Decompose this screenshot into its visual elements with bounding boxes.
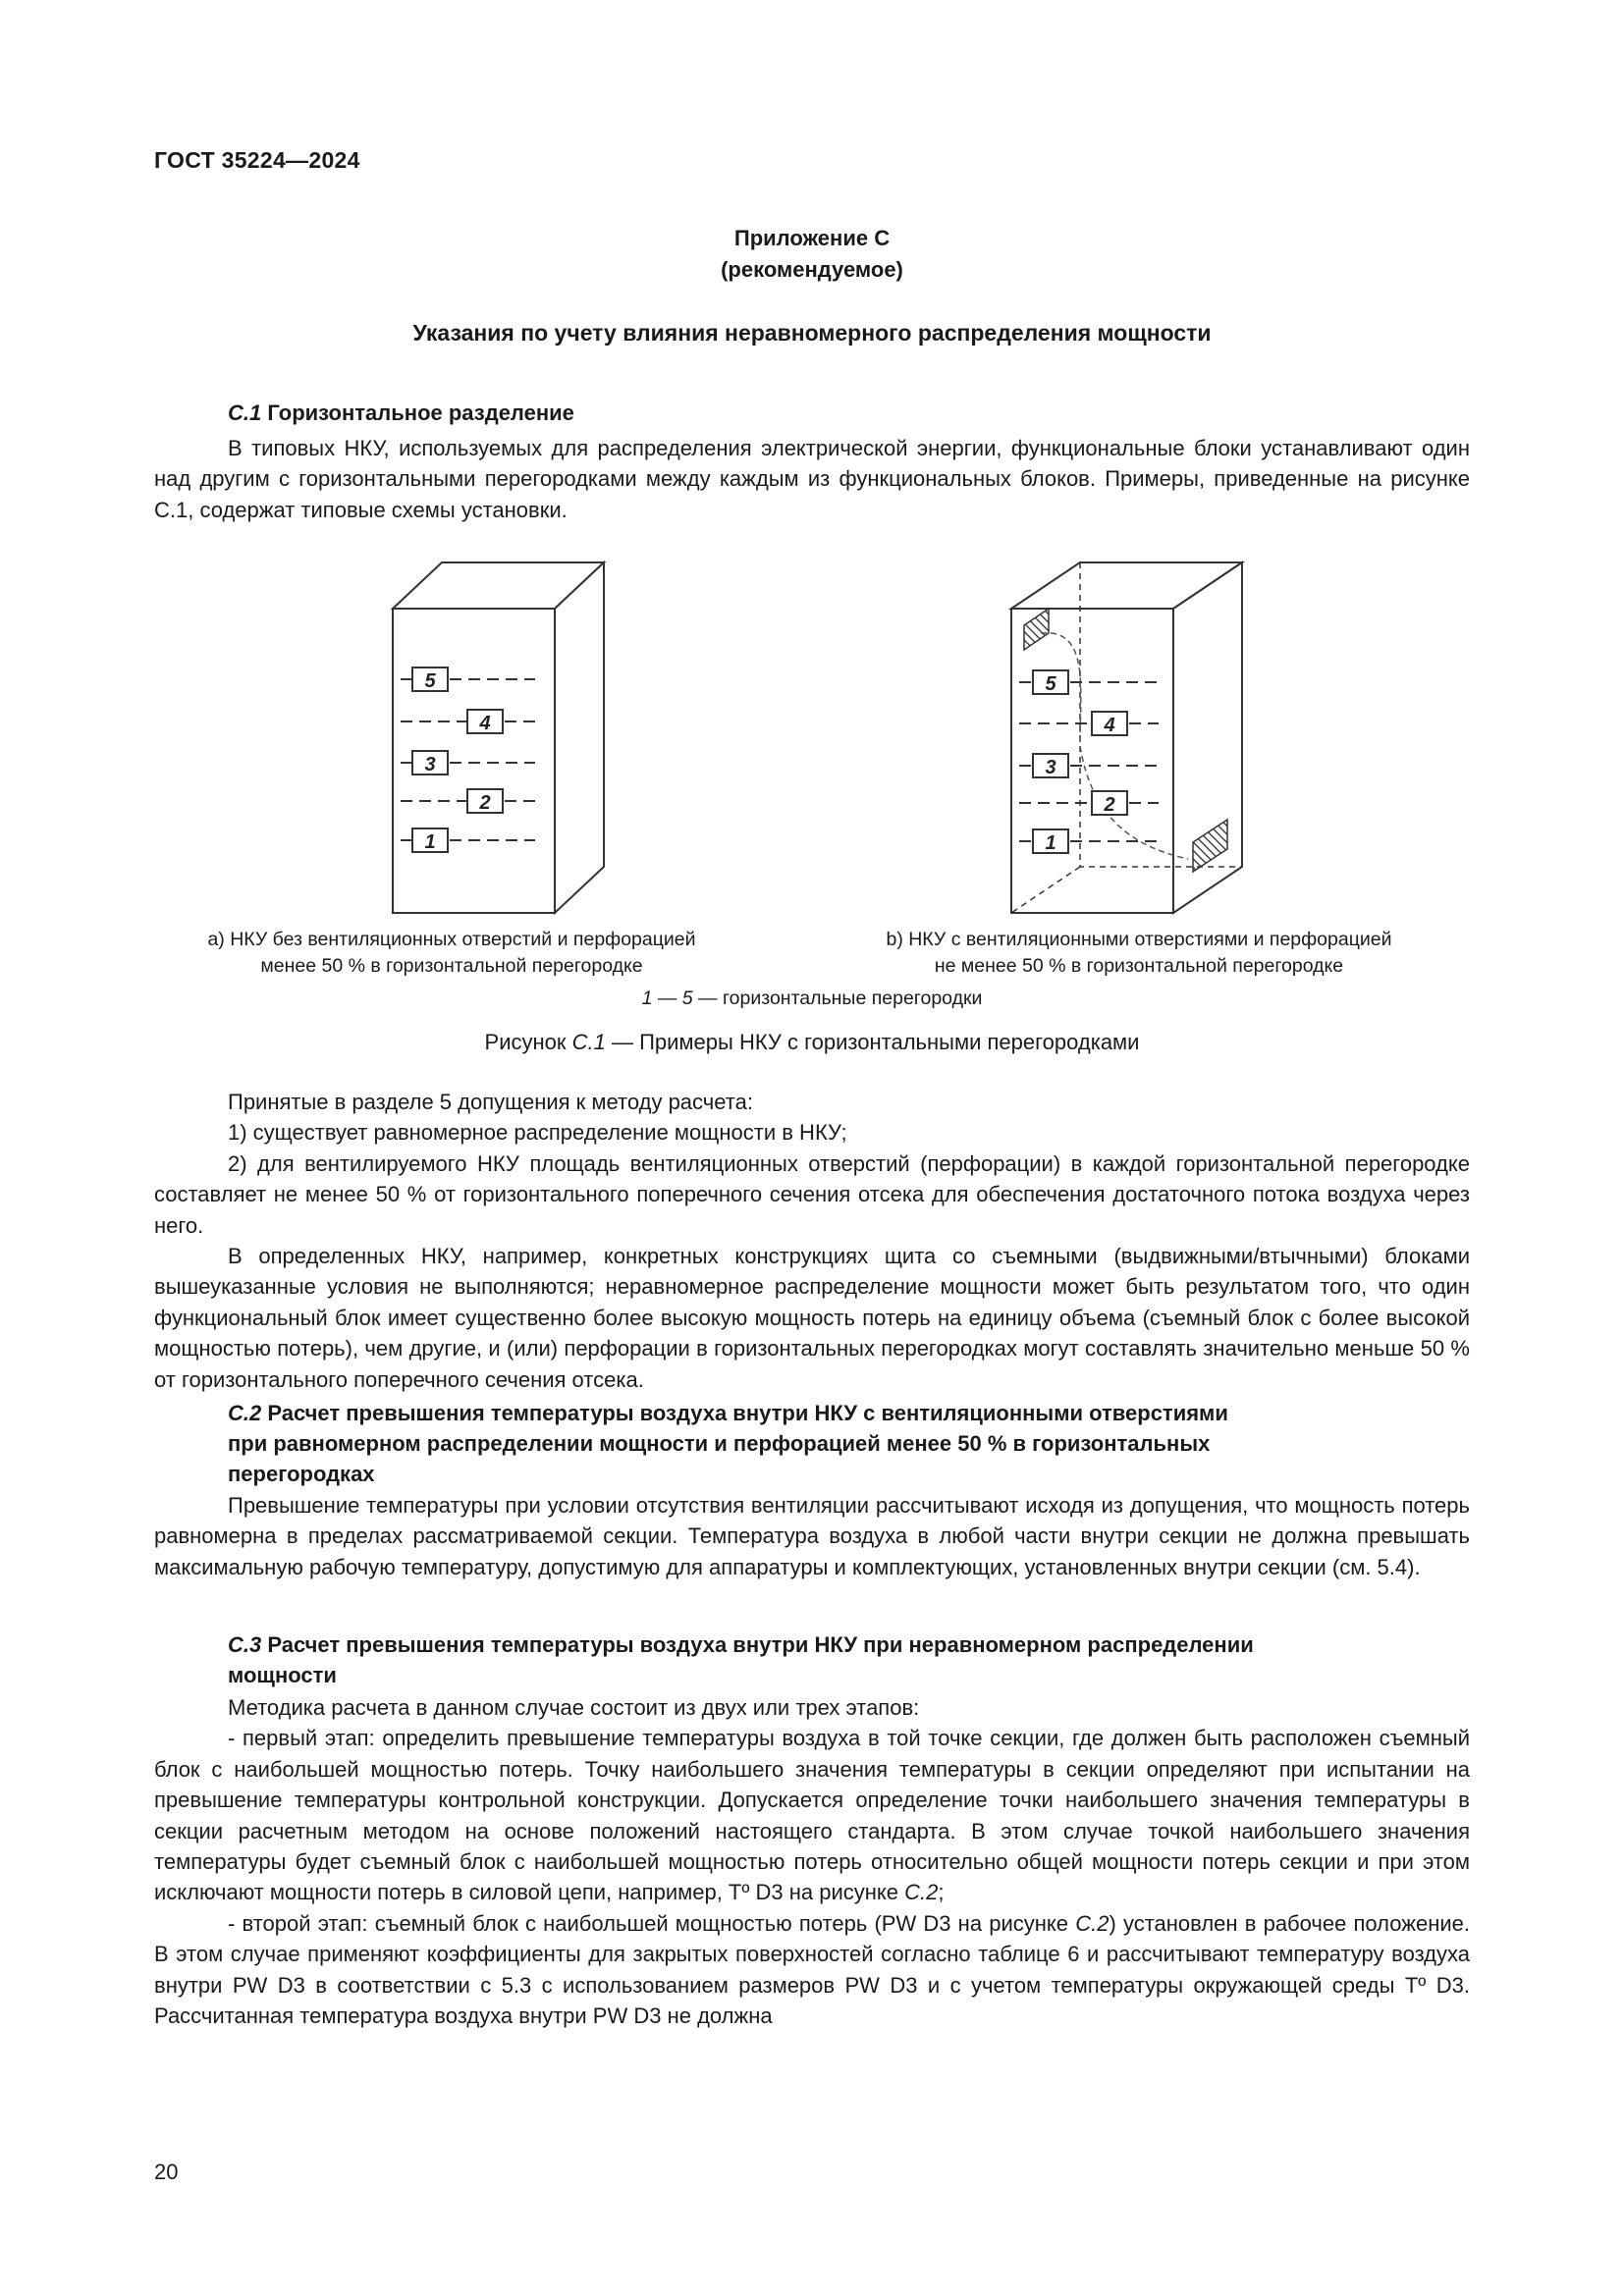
paragraph: В определенных НКУ, например, конкретных конструкциях щита со съемными (выдвижными/втычными) блоками вышеуказанные условия не выполняются; неравномерное распределение мощности может быть результатом того, что один функциональный блок имеет существенно более высокую мощность потерь на единицу объема (съемный блок с более высокой мощностью потерь), чем другие, и (или) перфорации в горизонтальных перегородках могут составлять значительно меньше 50 % от горизонтального поперечного сечения отсека. (154, 1244, 1470, 1392)
section-title-line: мощности (228, 1663, 337, 1687)
section-title: Горизонтальное разделение (267, 400, 574, 425)
section-c2-body (154, 1490, 1470, 1582)
assumptions-block (154, 1087, 1470, 1395)
partition-label-4: 4 (479, 713, 491, 734)
figure-c1-drawing (154, 550, 1470, 942)
partition-label-3: 3 (424, 754, 436, 775)
cabinet-a (393, 562, 604, 913)
annex-heading: Указания по учету влияния неравномерного распределения мощности (412, 320, 1212, 346)
caption-b-line: не менее 50 % в горизонтальной перегородке (934, 955, 1344, 977)
list-item: 1) существует равномерное распределение мощности в НКУ; (228, 1120, 847, 1146)
caption-a (187, 927, 717, 980)
figure-ref: С.2 (904, 1880, 939, 1905)
list-item (154, 1723, 1470, 1907)
partition-label-3: 3 (1045, 757, 1056, 778)
caption-b (844, 927, 1434, 980)
paragraph: Принятые в разделе 5 допущения к методу расчета: (228, 1090, 753, 1114)
section-number: С.1 (228, 400, 262, 425)
list-item (154, 1908, 1470, 2032)
annex-title: Приложение C (733, 226, 891, 250)
text: - второй этап: съемный блок с наибольшей мощностью потерь (PW D3 на рисунке (228, 1910, 1076, 1936)
paragraph: Методика расчета в данном случае состоит из двух или трех этапов: (228, 1695, 920, 1720)
section-title-line: перегородках (228, 1462, 375, 1486)
page-number: 20 (154, 2160, 179, 2184)
section-title-line: Расчет превышения температуры воздуха внутри НКУ при неравномерном распределении (267, 1632, 1254, 1657)
partition-label-1: 1 (424, 831, 436, 853)
section-number: С.3 (228, 1632, 262, 1657)
legend-text: — горизонтальные перегородки (692, 988, 983, 1009)
partition-label-2: 2 (1104, 794, 1115, 816)
paragraph: Превышение температуры при условии отсутствия вентиляции рассчитывают исходя из допущения, что мощность потерь равномерна в пределах рассматриваемой секции. Температура воздуха в любой части внутри секции не должна превышать максимальную рабочую температуру, допустимую для аппаратуры и комплектующих, установленных внутри секции (см. 5.4). (154, 1493, 1470, 1579)
legend-range: 1 — 5 (641, 988, 693, 1009)
text: ) установлен в рабочее положение. В этом случае применяют коэффициенты для закрытых поверхностей согласно таблице 6 и рассчитывают температуру воздуха внутри PW D3 в соответствии с 5.3 с использованием размеров PW D3 и с учетом температуры окружающей среды Tº D3. Рассчитанная температура воздуха внутри PW D3 не должна (154, 1910, 1470, 2029)
figure-title (154, 1030, 1470, 1055)
partition-label-5: 5 (424, 670, 436, 692)
partition-label-2: 2 (479, 792, 491, 814)
list-item: 2) для вентилируемого НКУ площадь вентиляционных отверстий (перфорации) в каждой горизонтальной перегородке составляет не менее 50 % от горизонтального поперечного сечения отсека для обеспечения достаточного потока воздуха через него. (154, 1150, 1470, 1238)
partition-label-5: 5 (1045, 673, 1056, 695)
figure-number: С.1 (571, 1030, 606, 1054)
caption-b-line: b) НКУ с вентиляционными отверстиями и перфорацией (886, 929, 1392, 950)
partition-label-4: 4 (1104, 715, 1115, 736)
figure-legend (154, 986, 1470, 1012)
figure-title-prefix: Рисунок (484, 1030, 572, 1054)
section-c1-heading (228, 398, 1470, 428)
paragraph: В типовых НКУ, используемых для распределения электрической энергии, функциональные блоки устанавливают один над другим с горизонтальными перегородками между каждым из функциональных блоков. Примеры, приведенные на рисунке С.1, содержат типовые схемы установки. (154, 436, 1470, 522)
figure-title-text: — Примеры НКУ с горизонтальными перегородками (605, 1030, 1140, 1054)
section-c1-body (154, 433, 1470, 525)
text: ; (938, 1880, 945, 1905)
caption-a-line: менее 50 % в горизонтальной перегородке (260, 955, 643, 977)
section-c3-heading (228, 1629, 1470, 1690)
section-title-line: Расчет превышения температуры воздуха внутри НКУ с вентиляционными отверстиями (267, 1401, 1228, 1425)
section-c3-body (154, 1692, 1470, 2031)
section-number: С.2 (228, 1401, 262, 1425)
caption-a-line: a) НКУ без вентиляционных отверстий и перфорацией (207, 929, 696, 950)
text: - первый этап: определить превышение температуры воздуха в той точке секции, где должен быть расположен съемный блок с наибольшей мощностью потерь. Точку наибольшего значения температуры в секции определяют при испытании на превышение температуры контрольной конструкции. Допускается определение точки наибольшего значения температуры в секции расчетным методом на основе положений настоящего стандарта. В этом случае точкой наибольшего значения температуры будет съемный блок с наибольшей мощностью потерь относительно общей мощности потерь секции и при этом исключают мощности потерь в силовой цепи, например, Tº D3 на рисунке (154, 1726, 1470, 1905)
section-c2-heading (228, 1398, 1470, 1489)
document-header: ГОСТ 35224—2024 (154, 147, 360, 173)
figure-ref: С.2 (1075, 1910, 1110, 1936)
partition-label-1: 1 (1045, 832, 1056, 854)
section-title-line: при равномерном распределении мощности и перфорацией менее 50 % в горизонтальных (228, 1431, 1211, 1456)
annex-status: (рекомендуемое) (721, 257, 903, 282)
